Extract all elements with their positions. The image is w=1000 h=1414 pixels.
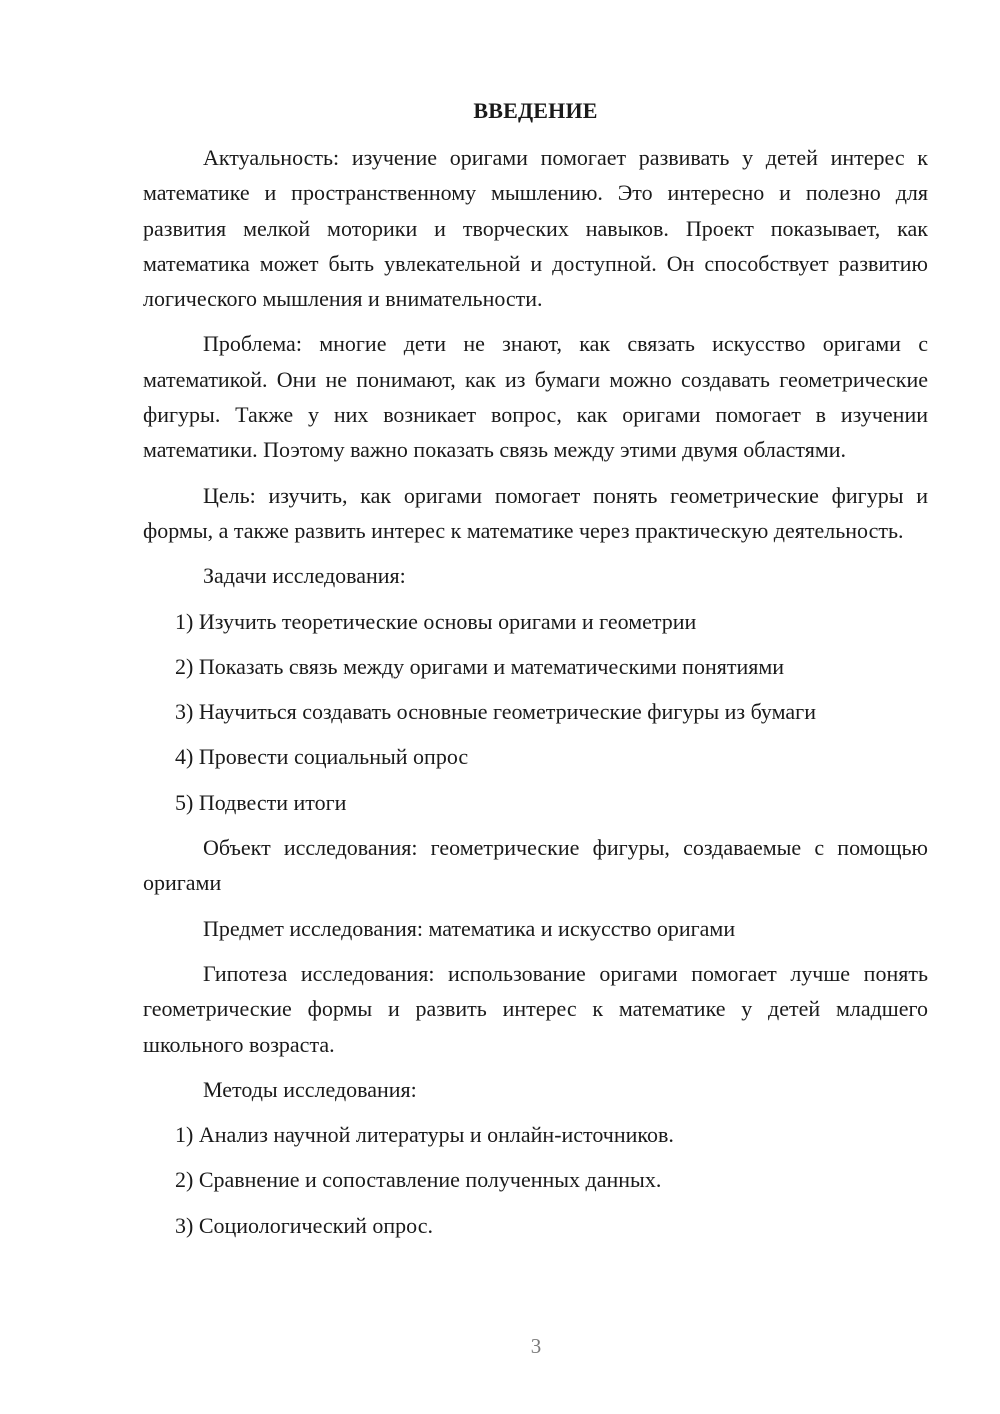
subject-paragraph: Предмет исследования: математика и искусство оригами: [203, 915, 736, 941]
page-number: 3: [530, 1334, 542, 1358]
hypothesis-paragraph: Гипотеза исследования: использование оригами помогает лучше понять геометрические формы и развить интерес к математике у детей младшего школьного возраста.: [143, 960, 928, 1057]
list-item: 4) Провести социальный опрос: [175, 744, 469, 770]
list-item: 1) Изучить теоретические основы оригами и геометрии: [175, 608, 697, 634]
list-item: 2) Показать связь между оригами и математическими понятиями: [175, 653, 785, 679]
tasks-title: Задачи исследования:: [203, 563, 406, 589]
goal-paragraph: Цель: изучить, как оригами помогает понять геометрические фигуры и формы, а также развить интерес к математике через практическую деятельность.: [143, 482, 928, 543]
list-item: 5) Подвести итоги: [175, 789, 347, 815]
list-item: 2) Сравнение и сопоставление полученных данных.: [175, 1167, 662, 1193]
methods-title: Методы исследования:: [203, 1076, 417, 1102]
list-item: 1) Анализ научной литературы и онлайн-источников.: [175, 1122, 674, 1148]
list-item: 3) Социологический опрос.: [175, 1212, 433, 1238]
methods-list: [143, 1117, 928, 1243]
relevance-paragraph: Актуальность: изучение оригами помогает развивать у детей интерес к математике и пространственному мышлению. Это интересно и полезно для развития мелкой моторики и творческих навыков. Проект показывает, как математика может быть увлекательной и доступной. Он способствует развитию логического мышления и внимательности.: [143, 145, 928, 312]
document-page: [143, 96, 928, 1253]
section-heading: ВВЕДЕНИЕ: [473, 98, 598, 123]
problem-paragraph: Проблема: многие дети не знают, как связать искусство оригами с математикой. Они не понимают, как из бумаги можно создавать геометрические фигуры. Также у них возникает вопрос, как оригами помогает в изучении математики. Поэтому важно показать связь между этими двумя областями.: [143, 331, 928, 463]
tasks-list: [143, 604, 928, 820]
object-paragraph: Объект исследования: геометрические фигуры, создаваемые с помощью оригами: [143, 835, 928, 896]
list-item: 3) Научиться создавать основные геометрические фигуры из бумаги: [175, 699, 816, 725]
